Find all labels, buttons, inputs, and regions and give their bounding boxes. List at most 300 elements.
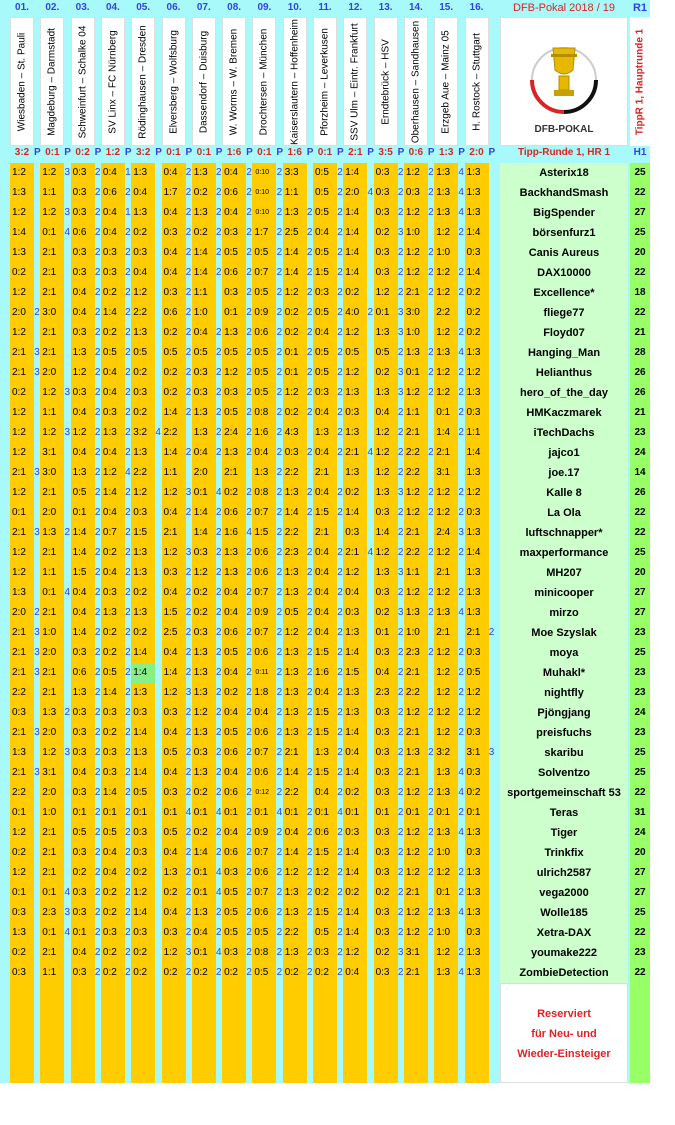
tip-points: 2 xyxy=(94,887,101,898)
match-result: 2:0 xyxy=(469,147,484,158)
tip-points xyxy=(307,743,313,763)
tip-points: 2 xyxy=(246,827,252,838)
tip-cell: 0:5 xyxy=(72,487,87,498)
tip-points xyxy=(155,803,161,823)
tip-cell: 0:4 xyxy=(102,867,117,878)
tip-cell: 1:2 xyxy=(436,647,451,658)
player-scores xyxy=(630,163,650,1083)
tip-cell: 0:5 xyxy=(254,287,269,298)
tip-points: 2 xyxy=(185,407,192,418)
tip-points xyxy=(489,643,495,663)
tip-points: 2 xyxy=(216,507,222,518)
tip-points: 2 xyxy=(337,327,343,338)
tip-cell: 1:2 xyxy=(284,387,299,398)
tip-points xyxy=(489,463,495,483)
tip-cell: 1:3 xyxy=(436,967,451,978)
tip-cell: 3:3 xyxy=(284,167,299,178)
tip-points: 4 xyxy=(64,227,71,238)
tip-points xyxy=(307,423,313,443)
tip-points: 2 xyxy=(185,447,192,458)
tip-cell: 0:7 xyxy=(254,847,269,858)
tip-points: 2 xyxy=(276,207,283,218)
tip-cell: 1:4 xyxy=(133,647,148,658)
tip-cell: 0:3 xyxy=(72,907,87,918)
match-teams-cell xyxy=(283,17,307,146)
match-number: 06. xyxy=(166,2,181,13)
tip-points: 2 xyxy=(337,387,343,398)
tip-points: 3 xyxy=(64,907,71,918)
tip-cell: 0:2 xyxy=(315,967,329,978)
tip-cell: 2:1 xyxy=(345,447,360,458)
tip-cell: 0:4 xyxy=(315,407,329,418)
tip-points: 3 xyxy=(397,307,404,318)
tip-cell: 1:2 xyxy=(405,387,420,398)
tip-points: 2 xyxy=(276,607,283,618)
tip-points xyxy=(489,923,495,943)
tip-cell: 2:1 xyxy=(42,327,57,338)
tip-points: 2 xyxy=(94,367,101,378)
tip-cell: 0:3 xyxy=(72,887,87,898)
player-score: 21 xyxy=(634,407,646,418)
tip-cell: 0:3 xyxy=(375,207,390,218)
tip-points: 3 xyxy=(185,487,192,498)
tip-cell: 1:4 xyxy=(102,687,117,698)
tip-cell: 0:3 xyxy=(315,947,329,958)
tip-points: 2 xyxy=(216,707,222,718)
tip-cell: 0:4 xyxy=(315,227,329,238)
match-teams: Erzgeb Aue – Mainz 05 xyxy=(440,29,452,134)
player-name: Solventzo xyxy=(538,767,590,779)
tip-points: 2 xyxy=(125,567,131,578)
tip-points xyxy=(34,443,40,463)
tip-points: 2 xyxy=(458,667,464,678)
tip-cell: 1:3 xyxy=(133,207,148,218)
tip-points xyxy=(367,203,373,223)
player-score: 23 xyxy=(634,427,646,438)
tip-points: 2 xyxy=(458,867,464,878)
tip-points xyxy=(155,223,161,243)
tip-cell: 1:8 xyxy=(254,687,269,698)
tip-points xyxy=(155,643,161,663)
tip-cell: 2:1 xyxy=(42,667,57,678)
player-score: 22 xyxy=(634,507,646,518)
tip-points: 3 xyxy=(34,627,40,638)
tip-cell: 2:1 xyxy=(42,827,57,838)
tip-cell: 0:4 xyxy=(163,587,178,598)
tip-points xyxy=(489,823,495,843)
tip-points: 2 xyxy=(458,727,464,738)
tip-points: 2 xyxy=(125,927,131,938)
tip-points: 2 xyxy=(185,667,192,678)
tip-points xyxy=(34,323,40,343)
tip-points xyxy=(428,623,434,643)
tip-cell: 1:3 xyxy=(72,347,87,358)
tip-points xyxy=(367,803,373,823)
player-score: 22 xyxy=(634,967,646,978)
tip-points: 2 xyxy=(185,867,192,878)
tip-points: 2 xyxy=(125,547,131,558)
tip-points: 2 xyxy=(94,207,101,218)
tip-cell: 1:7 xyxy=(254,227,269,238)
player-score: 20 xyxy=(634,567,646,578)
tip-points: 2 xyxy=(246,687,252,698)
tip-points: 2 xyxy=(397,247,404,258)
tip-cell: 0:4 xyxy=(163,847,178,858)
tip-cell: 0:3 xyxy=(102,587,117,598)
tip-cell: 1:5 xyxy=(163,607,178,618)
tip-cell: 1:3 xyxy=(345,627,360,638)
tip-cell: 2:1 xyxy=(405,887,420,898)
tip-cell: 1:2 xyxy=(436,587,451,598)
tip-points xyxy=(155,883,161,903)
tip-cell: 1:3 xyxy=(466,167,481,178)
tip-points xyxy=(216,283,222,303)
tip-cell: 0:3 xyxy=(375,587,390,598)
match-teams-cell xyxy=(192,17,216,146)
points-header: P xyxy=(34,147,41,158)
player-name: sportgemeinschaft 53 xyxy=(507,787,621,799)
tip-points: 2 xyxy=(246,667,252,678)
tip-cell: 1:3 xyxy=(436,167,451,178)
tip-cell: 0:3 xyxy=(133,507,148,518)
tip-cell: 1:4 xyxy=(345,927,360,938)
tip-cell: 0:4 xyxy=(224,167,238,178)
tip-points xyxy=(489,663,495,683)
tip-cell: 0:5 xyxy=(315,927,329,938)
tip-points: 2 xyxy=(94,747,101,758)
tip-points xyxy=(367,423,373,443)
player-score: 21 xyxy=(634,327,646,338)
tip-cell: 1:3 xyxy=(42,527,57,538)
tip-points: 2 xyxy=(306,707,313,718)
tip-cell: 1:3 xyxy=(133,747,148,758)
tip-cell: 2:1 xyxy=(405,727,420,738)
tip-cell: 1:2 xyxy=(436,687,451,698)
tip-points xyxy=(155,743,161,763)
tip-points: 2 xyxy=(185,587,192,598)
tip-points: 3 xyxy=(397,947,404,958)
reserved-line-1: Reserviert xyxy=(537,1008,591,1020)
tip-cell: 2:0 xyxy=(12,607,26,618)
tip-points: 2 xyxy=(185,607,192,618)
tip-cell: 1:4 xyxy=(436,427,451,438)
player-name: Teras xyxy=(549,807,579,819)
tip-points: 3 xyxy=(185,547,192,558)
tip-column xyxy=(71,163,95,1083)
tip-cell: 0:2 xyxy=(163,887,178,898)
player-score: 25 xyxy=(634,167,646,178)
match-teams-cell xyxy=(465,17,489,146)
tip-cell: 0:4 xyxy=(224,607,238,618)
tip-points: 2 xyxy=(428,247,434,258)
tip-points: 2 xyxy=(306,407,313,418)
tip-cell: 1:2 xyxy=(12,167,26,178)
tip-points xyxy=(489,903,495,923)
tip-cell: 0:5 xyxy=(254,347,269,358)
tip-points xyxy=(489,963,495,983)
tip-cell: 1:3 xyxy=(72,687,87,698)
tip-points: 4 xyxy=(458,767,464,778)
tip-points: 2 xyxy=(185,727,192,738)
tip-cell: 0:5 xyxy=(254,967,269,978)
tip-points: 2 xyxy=(428,487,434,498)
tip-points: 2 xyxy=(306,907,313,918)
tip-points xyxy=(337,523,343,543)
tip-cell: 1:2 xyxy=(405,487,420,498)
tip-points: 2 xyxy=(337,707,343,718)
tip-cell: 0:1 xyxy=(72,807,87,818)
tip-cell: 0:2 xyxy=(466,327,481,338)
tip-cell: 1:4 xyxy=(284,247,299,258)
match-teams: Schweinfurt – Schalke 04 xyxy=(77,25,89,138)
tip-points: 2 xyxy=(397,187,404,198)
tip-cell: 0:3 xyxy=(466,767,481,778)
tip-cell: 0:3 xyxy=(72,247,87,258)
tip-cell: 2:1 xyxy=(12,347,26,358)
tip-cell: 0:1 xyxy=(315,807,329,818)
match-result: 0:1 xyxy=(196,147,212,158)
tip-cell: 0:3 xyxy=(375,907,390,918)
tip-cell: 2:1 xyxy=(42,547,57,558)
tip-points: 2 xyxy=(428,607,434,618)
tip-cell: 1:3 xyxy=(466,347,481,358)
tip-cell: 1:3 xyxy=(133,327,148,338)
tip-cell: 2:2 xyxy=(133,467,148,478)
tip-points: 2 xyxy=(125,407,131,418)
tip-points xyxy=(367,343,373,363)
tip-cell: 2:1 xyxy=(163,527,178,538)
tip-cell: 0:3 xyxy=(345,827,360,838)
tip-cell: 0:5 xyxy=(345,347,360,358)
tip-cell: 0:4 xyxy=(72,287,87,298)
tip-points: 2 xyxy=(246,947,252,958)
tip-cell: 0:7 xyxy=(102,527,117,538)
tip-cell: 0:4 xyxy=(102,447,117,458)
tip-points xyxy=(34,163,40,183)
tip-cell: 1:4 xyxy=(102,307,117,318)
tip-points xyxy=(64,443,70,463)
tip-points: 2 xyxy=(94,867,101,878)
tip-cell: 0:4 xyxy=(254,447,269,458)
tip-points: 2 xyxy=(337,247,343,258)
player-score: 27 xyxy=(634,887,646,898)
tip-points: 2 xyxy=(246,487,252,498)
tip-points xyxy=(155,843,161,863)
tip-points xyxy=(64,603,70,623)
tip-cell: 1:4 xyxy=(163,407,178,418)
tip-points: 2 xyxy=(276,447,283,458)
tip-cell: 2:0 xyxy=(42,507,57,518)
tip-points: 2 xyxy=(337,507,343,518)
tip-cell: 1:3 xyxy=(345,707,360,718)
tip-cell: 1:3 xyxy=(466,607,481,618)
tip-cell: 1:3 xyxy=(224,547,238,558)
tip-points xyxy=(155,383,161,403)
tip-points: 2 xyxy=(246,707,252,718)
tip-points xyxy=(155,403,161,423)
tip-points xyxy=(34,543,40,563)
tip-cell: 1:3 xyxy=(193,727,208,738)
tip-points xyxy=(64,643,70,663)
tip-cell: 1:3 xyxy=(345,687,360,698)
tip-column xyxy=(374,163,398,1083)
tip-points: 2 xyxy=(94,907,101,918)
tip-points: 2 xyxy=(185,567,192,578)
tip-points xyxy=(155,943,161,963)
tip-points: 2 xyxy=(125,387,131,398)
tip-points: 2 xyxy=(428,387,434,398)
tip-points: 3 xyxy=(488,747,495,758)
tip-points xyxy=(489,503,495,523)
round-badge: R1 xyxy=(632,2,648,14)
tip-points: 2 xyxy=(428,707,434,718)
tip-cell: 0:3 xyxy=(72,727,87,738)
tip-points: 2 xyxy=(397,707,404,718)
tip-cell: 0:3 xyxy=(375,187,390,198)
tip-cell: 2:2 xyxy=(163,427,178,438)
tip-cell: 1:2 xyxy=(405,167,420,178)
tip-cell: 0:3 xyxy=(224,387,238,398)
tip-points: 2 xyxy=(428,847,434,858)
tip-points xyxy=(367,643,373,663)
tip-points: 4 xyxy=(458,187,464,198)
player-score: 27 xyxy=(634,867,646,878)
match-number: 10. xyxy=(287,2,302,13)
tip-cell: 0:1 xyxy=(42,587,57,598)
tip-points: 2 xyxy=(337,367,343,378)
tip-cell: 0:4 xyxy=(102,847,117,858)
tip-points: 2 xyxy=(216,747,222,758)
tip-cell: 0:6 xyxy=(72,227,87,238)
tip-points: 2 xyxy=(458,487,464,498)
tip-cell: 1:3 xyxy=(133,447,148,458)
tip-cell: 1:4 xyxy=(466,267,481,278)
tip-points: 3 xyxy=(397,387,404,398)
tip-cell: 0:4 xyxy=(315,627,329,638)
tip-cell: 0:5 xyxy=(375,347,390,358)
tip-cell: 0:1 xyxy=(284,807,299,818)
tip-points: 2 xyxy=(428,367,434,378)
match-result: 0:2 xyxy=(75,147,90,158)
tip-points: 2 xyxy=(276,747,283,758)
tip-cell: 0:6 xyxy=(254,327,269,338)
tip-cell: 1:4 xyxy=(345,867,360,878)
tip-cell: 0:3 xyxy=(133,247,148,258)
tip-points xyxy=(428,723,434,743)
tip-cell: 2:1 xyxy=(42,847,57,858)
tip-points: 4 xyxy=(458,827,464,838)
tip-points: 3 xyxy=(34,367,40,378)
tip-cell: 0:6 xyxy=(254,647,269,658)
tip-cell: 0:5 xyxy=(315,187,329,198)
match-teams: Kaiserslautern – Hoffenheim xyxy=(289,18,301,145)
tip-points xyxy=(64,963,70,983)
match-teams-cell xyxy=(374,17,398,146)
tip-points: 2 xyxy=(246,767,252,778)
points-header: P xyxy=(488,147,496,158)
tip-points: 2 xyxy=(125,707,131,718)
player-names xyxy=(500,163,628,983)
tip-points: 2 xyxy=(276,167,283,178)
tip-points: 2 xyxy=(216,927,222,938)
side-label-box xyxy=(630,17,650,146)
tip-points: 2 xyxy=(246,267,252,278)
tip-points xyxy=(367,923,373,943)
tip-points xyxy=(489,323,495,343)
tip-points: 4 xyxy=(155,427,161,438)
tip-points xyxy=(428,463,434,483)
tip-points: 2 xyxy=(125,587,131,598)
tip-cell: 0:5 xyxy=(224,727,238,738)
tip-points: 2 xyxy=(428,587,434,598)
tip-points xyxy=(367,703,373,723)
tip-cell: 2:1 xyxy=(42,607,57,618)
tip-cell: 0:4 xyxy=(163,647,178,658)
tip-cell: 1:4 xyxy=(466,227,481,238)
tip-points xyxy=(64,363,70,383)
tip-cell: 0:1 xyxy=(193,867,208,878)
tip-points: 2 xyxy=(276,927,283,938)
tip-cell: 1:3 xyxy=(193,407,208,418)
tip-column xyxy=(404,163,428,1083)
player-score: 26 xyxy=(634,367,646,378)
player-name: Wolle185 xyxy=(540,907,588,919)
tip-points xyxy=(489,683,495,703)
tip-cell: 0:4 xyxy=(224,707,238,718)
tip-column xyxy=(40,163,64,1083)
tip-cell: 1:2 xyxy=(193,567,208,578)
tip-points xyxy=(34,743,40,763)
tip-points xyxy=(155,923,161,943)
match-result: 0:1 xyxy=(257,147,272,158)
player-score: 25 xyxy=(634,227,646,238)
tip-cell: 2:1 xyxy=(405,967,420,978)
tip-cell: 3:0 xyxy=(42,307,57,318)
tip-cell: 1:3 xyxy=(405,347,420,358)
tip-cell: 4:0 xyxy=(345,307,360,318)
tip-points: 2 xyxy=(397,847,404,858)
reserved-box xyxy=(500,983,628,1083)
tip-points xyxy=(34,423,40,443)
tip-cell: 0:6 xyxy=(224,267,238,278)
player-name: Trinkfix xyxy=(544,847,584,859)
tip-points: 2 xyxy=(94,347,101,358)
tip-cell: 0:3 xyxy=(193,367,208,378)
tip-cell: 2:1 xyxy=(42,347,57,358)
tip-points xyxy=(489,343,495,363)
tip-cell: 0:1 xyxy=(12,807,26,818)
tip-cell: 1:3 xyxy=(193,687,208,698)
tip-points: 2 xyxy=(458,227,464,238)
tip-cell: 1:3 xyxy=(12,927,26,938)
match-result: 0:6 xyxy=(408,147,424,158)
tip-points xyxy=(458,443,464,463)
tip-cell: 1:3 xyxy=(405,607,420,618)
tip-cell: 0:2 xyxy=(102,887,117,898)
player-score: 20 xyxy=(634,847,646,858)
tip-points xyxy=(367,883,373,903)
tip-cell: 2:1 xyxy=(315,467,329,478)
tip-cell: 0:4 xyxy=(102,507,117,518)
tip-points: 2 xyxy=(94,467,101,478)
tip-points: 2 xyxy=(276,827,283,838)
tip-points xyxy=(155,863,161,883)
tip-column xyxy=(222,163,246,1083)
tip-points: 3 xyxy=(397,227,404,238)
tip-points: 2 xyxy=(216,627,222,638)
tip-cell: 1:1 xyxy=(42,187,57,198)
tip-points xyxy=(155,283,161,303)
